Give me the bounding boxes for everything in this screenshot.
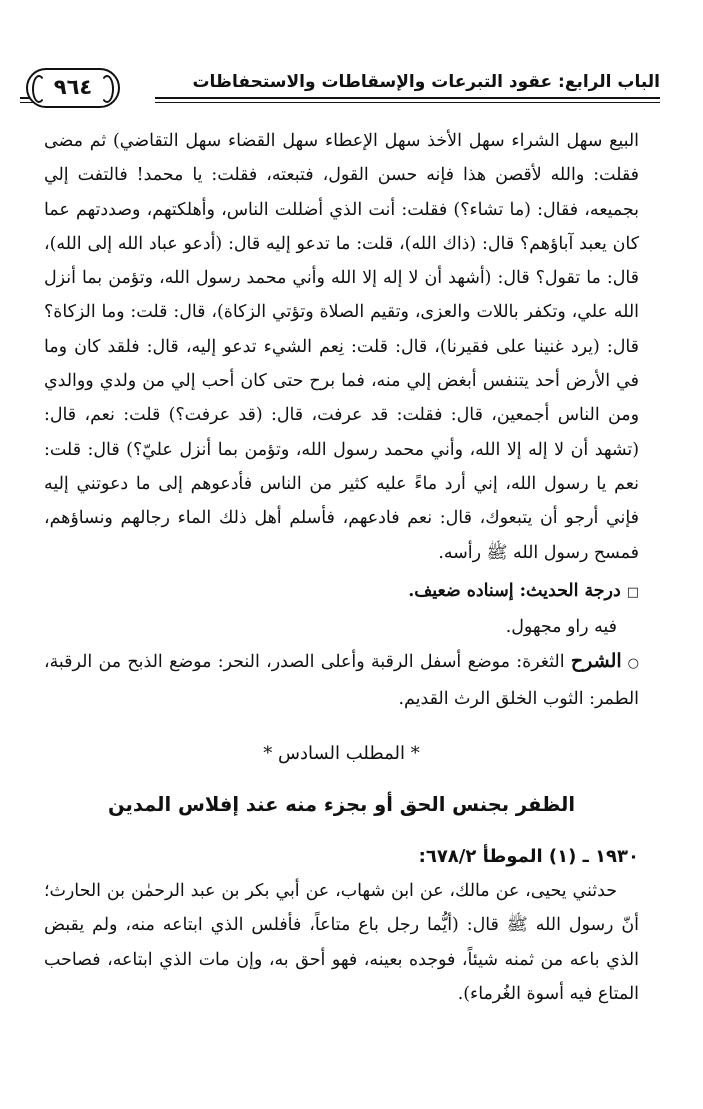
page-number-badge (26, 68, 120, 108)
section-subheading: * المطلب السادس * (263, 743, 420, 765)
hadith-text-paragraph: حدثني يحيى، عن مالك، عن ابن شهاب، عن أبي بكر بن عبد الرحمٰن بن الحارث؛ أنّ رسول الله ﷺ قال: (أيُّما رجل باع متاعاً، فأفلس الذي ابتاعه منه، ولم يقبض الذي باعه من ثمنه شيئاً، فوجده بعينه، فهو أحق به، وإن مات الذي ابتاعه، فصاحب المتاع فيه أسوة الغُرماء). (44, 880, 639, 1004)
hadith-continuation-paragraph: البيع سهل الشراء سهل الأخذ سهل الإعطاء سهل القضاء سهل التقاضي) ثم مضى فقلت: والله لأقصن هذا فإنه حسن القول، فتبعته، فقلت: يا محمد! فالتفت إلي بجميعه، فقال: (ما تشاء؟) فقلت: أنت الذي أضللت الناس، وأهلكتهم، وصددتهم عما كان يعبد آباؤهم؟ قال: (ذاك الله)، قلت: ما تدعو إليه قال: (أدعو عباد الله إلى الله)، قال: ما تقول؟ قال: (أشهد أن لا إله إلا الله وأني محمد رسول الله، وتؤمن بما أنزل الله علي، وتكفر باللات والعزى، وتقيم الصلاة وتؤتي الزكاة)، قال: قلت: وما الزكاة؟ قال: (يرد غنينا على فقيرنا)، قال: قلت: نِعم الشيء تدعو إليه، قال: فلقد كان وما في الأرض أحد يتنفس أبغض إلي منه، فما برح حتى كان أحب إلي من ولدي ووالدي ومن الناس أجمعين، قال: فقلت: قد عرفت، قال: (قد عرفت؟) قلت: نعم، قال: (تشهد أن لا إله إلا الله، وأني محمد رسول الله، وتؤمن بما أنزل عليّ؟) قال: قلت: نعم يا رسول الله، إني أرد ماءً عليه كثير من الناس فأدعوهم إلى ما دعوتني إليه فإني أرجو أن يتبعوك، قال: نعم فادعهم، فأسلم أهل ذلك الماء رجالهم ونساؤهم، فمسح رسول الله ﷺ رأسه. (44, 131, 639, 563)
section-title: الظفر بجنس الحق أو بجزء منه عند إفلاس المدين (107, 793, 576, 817)
page-number: ٩٦٤ (53, 75, 93, 99)
chapter-running-title: الباب الرابع: عقود التبرعات والإسقاطات والاستحفاظات (192, 72, 660, 92)
page-body (44, 124, 639, 1011)
hadith-grade-paragraph (44, 574, 639, 610)
square-bullet-icon: □ (626, 584, 639, 600)
circle-bullet-icon: ○ (627, 656, 639, 672)
hadith-grade-label: درجة الحديث: إسناده ضعيف. (408, 580, 621, 601)
header-rule-top (155, 97, 660, 99)
sharh-text: الثغرة: موضع أسفل الرقبة وأعلى الصدر، النحر: موضع الذبح من الرقبة، الطمر: الثوب الخلق الرث القديم. (44, 652, 639, 709)
page-header (20, 66, 660, 112)
header-rule-bottom (155, 102, 660, 103)
hadith-number-heading: ١٩٣٠ ـ (١) الموطأ ٦٧٨/٢: (418, 845, 639, 867)
sharh-paragraph (44, 644, 639, 716)
hadith-grade-detail: فيه راو مجهول. (505, 617, 617, 638)
sharh-label: الشرح (570, 650, 622, 673)
